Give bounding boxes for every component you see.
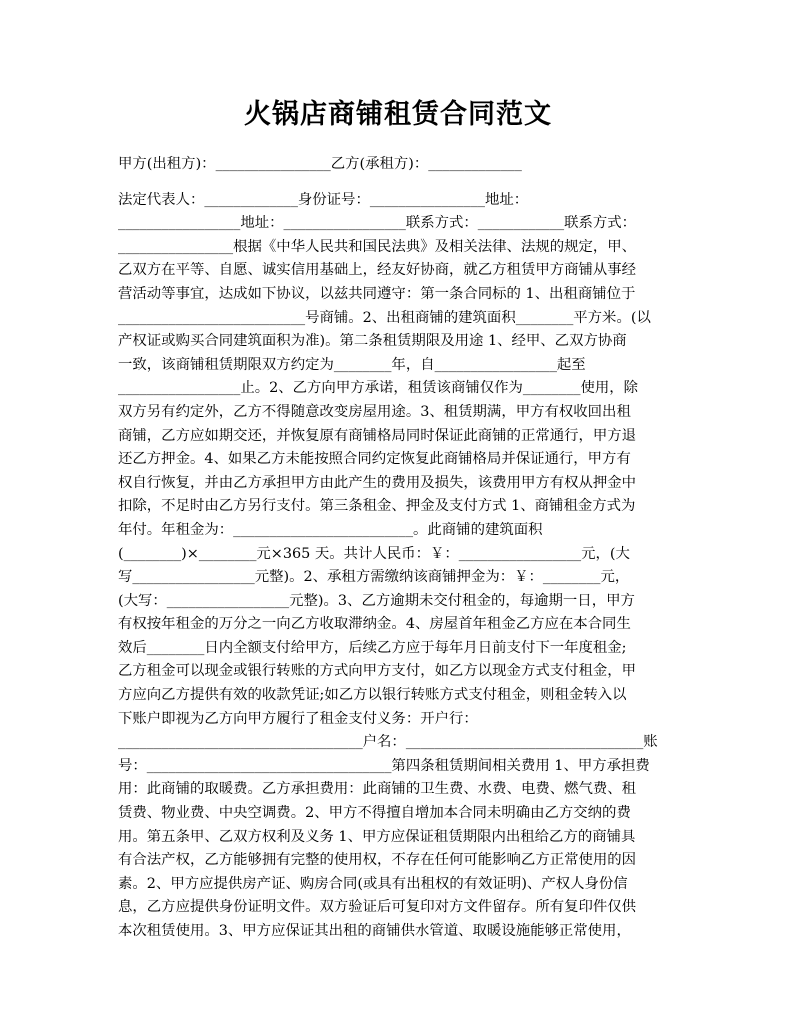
body-line: 效后________日内全额支付给甲方，后续乙方应于每年月日前支付下一年度租金; — [118, 639, 627, 656]
body-line: __________________________号商铺。2、出租商铺的建筑面积________平方米。(以 — [118, 309, 651, 326]
body-line: 本次租赁使用。3、甲方应保证其出租的商铺供水管道、取暖设施能够正常使用， — [118, 923, 631, 939]
body-line: (________)×________元×365 天。共计人民币：￥：_________________元，(大 — [118, 545, 630, 562]
contract-body — [118, 212, 678, 943]
body-line: 下账户即视为乙方向甲方履行了租金支付义务：开户行： — [118, 710, 478, 727]
body-line: 产权证或购买合同建筑面积为准)。第二条租赁期限及用途 1、经甲、乙双方协商 — [118, 333, 627, 350]
body-line: 写_________________元整)。2、承租方需缴纳该商铺押金为：￥：________元， — [118, 569, 630, 586]
body-line: 权自行恢复，并由乙方承担甲方由此产生的费用及损失，该费用甲方有权从押金中 — [118, 474, 637, 491]
body-line: 用：此商铺的取暖费。乙方承担费用：此商铺的卫生费、水费、电费、燃气费、租 — [118, 781, 637, 798]
body-line: ________________根据《中华人民共和国民法典》及相关法律、法规的规定，甲、 — [118, 238, 637, 255]
body-line: 赁费、物业费、中央空调费。2、甲方不得擅自增加本合同未明确由乙方交纳的费 — [118, 805, 631, 822]
body-line: 营活动等事宜，达成如下协议，以兹共同遵守：第一条合同标的 1、出租商铺位于 — [118, 285, 636, 302]
body-line: 还乙方押金。4、如果乙方未能按照合同约定恢复此商铺格局并保证通行，甲方有 — [118, 451, 631, 468]
body-line: 方应向乙方提供有效的收款凭证;如乙方以银行转账方式支付租金，则租金转入以 — [118, 687, 627, 704]
body-line: 乙双方在平等、自愿、诚实信用基础上，经友好协商，就乙方租赁甲方商铺从事经 — [118, 262, 637, 279]
body-line: 一致，该商铺租赁期限双方约定为________年，自_________________起至 — [118, 356, 586, 373]
body-line: _________________地址：_________________联系方式：____________联系方式： — [118, 215, 637, 232]
representative-line: 法定代表人：_____________身份证号：________________地址： — [118, 191, 529, 208]
party-line: 甲方(出租方)：________________乙方(承租方)：_____________ — [118, 156, 522, 172]
body-line: 扣除，不足时由乙方另行支付。第三条租金、押金及支付方式 1、商铺租金方式为 — [118, 498, 636, 515]
body-line: (大写：_________________元整)。3、乙方逾期未交付租金的，每逾期一日，甲方 — [118, 592, 635, 609]
body-line: __________________________________户名：_________________________________账 — [118, 734, 658, 751]
document-title: 火锅店商铺租赁合同范文 — [244, 99, 552, 130]
body-line: 商铺，乙方应如期交还，并恢复原有商铺格局同时保证此商铺的正常通行，甲方退 — [118, 427, 637, 444]
body-line: 乙方租金可以现金或银行转账的方式向甲方支付，如乙方以现金方式支付租金，甲 — [118, 663, 637, 680]
body-line: 素。2、甲方应提供房产证、购房合同(或具有出租权的有效证明)、产权人身份信 — [118, 875, 628, 892]
body-line: 息，乙方应提供身份证明文件。双方验证后可复印对方文件留存。所有复印件仅供 — [118, 899, 637, 916]
body-line: 用。第五条甲、乙双方权利及义务 1、甲方应保证租赁期限内出租给乙方的商铺具 — [118, 828, 636, 845]
body-line: 有权按年租金的万分之一向乙方收取滞纳金。4、房屋首年租金乙方应在本合同生 — [118, 616, 631, 633]
body-line: 号：__________________________________第四条租赁期间相关费用 1、甲方承担费 — [118, 757, 650, 774]
body-line: 有合法产权，乙方能够拥有完整的使用权，不存在任何可能影响乙方正常使用的因 — [118, 852, 637, 869]
body-line: 年付。年租金为：_________________________。此商铺的建筑面积 — [118, 521, 543, 538]
body-line: 双方另有约定外，乙方不得随意改变房屋用途。3、租赁期满，甲方有权收回出租 — [118, 403, 631, 420]
body-line: _________________止。2、乙方向甲方承诺，租赁该商铺仅作为________使用，除 — [118, 380, 639, 397]
